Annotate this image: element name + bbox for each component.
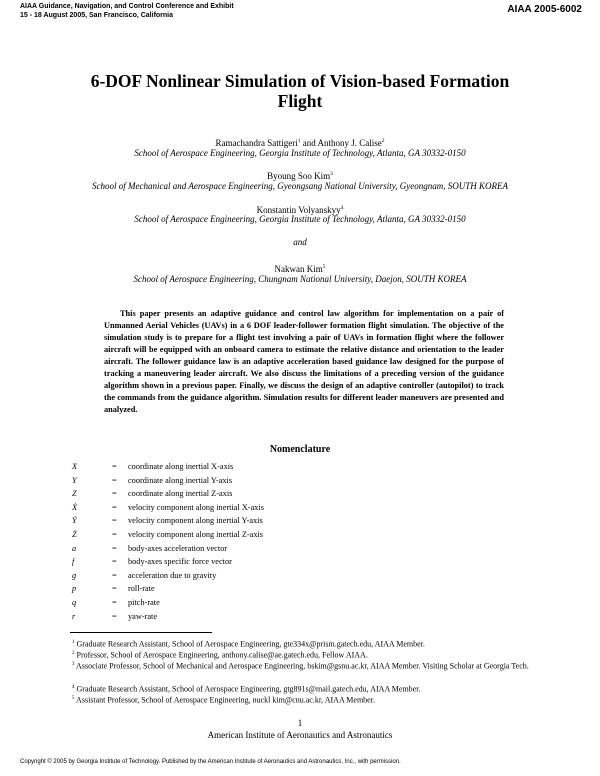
- footnote-number: 1: [72, 640, 75, 645]
- nomenclature-row: [72, 555, 472, 568]
- footnote-rule: [70, 632, 212, 633]
- nomenclature-equals: =: [112, 584, 117, 594]
- nomenclature-equals: =: [112, 475, 117, 485]
- abstract: This paper presents an adaptive guidance and control law algorithm for implementation on a pair of Unmanned Aerial Vehicles (UAVs) in a 6 DOF leader-follower formation flight simulation. The objective of the simulation study is to prepare for a flight test involving a pair of UAVs in formation flight where the follower aircraft will be equipped with an onboard camera to estimate the relative distance and orientation to the leader aircraft. The follower guidance law is an adaptive acceleration based guidance law designed for the purpose of tracking a maneuvering leader aircraft. We also discuss the limitations of a preceding version of the guidance algorithm shown in a previous paper. Finally, we discuss the design of an adaptive controller (autopilot) to track the commands from the guidance algorithm. Simulation results for different leader maneuvers are presented and analyzed.: [104, 309, 504, 414]
- title-line-1: 6-DOF Nonlinear Simulation of Vision-based Formation: [90, 71, 510, 91]
- nomenclature-row: [72, 528, 472, 541]
- nomenclature-row: [72, 569, 472, 582]
- nomenclature-symbol: a: [72, 543, 77, 553]
- nomenclature-symbol: Ẋ: [72, 502, 78, 512]
- footnote: [72, 660, 534, 672]
- nomenclature-description: velocity component along inertial X-axis: [128, 502, 264, 512]
- nomenclature-row: [72, 501, 472, 514]
- author-name: Konstantin Volyanskyy: [256, 205, 341, 215]
- paper-number: AIAA 2005-6002: [507, 4, 582, 15]
- nomenclature-symbol: p: [72, 584, 77, 594]
- nomenclature-description: velocity component along inertial Y-axis: [128, 516, 263, 526]
- nomenclature-description: coordinate along inertial X-axis: [128, 462, 234, 471]
- copyright-notice: Copyright © 2005 by Georgia Institute of Technology. Published by the American Institute of Aeronautics and Astronautics, Inc., with permission.: [20, 759, 401, 765]
- nomenclature-description: acceleration due to gravity: [128, 570, 217, 580]
- footnote-number: 5: [72, 696, 75, 701]
- title-line-2: Flight: [277, 91, 323, 111]
- nomenclature-row: [72, 542, 472, 555]
- nomenclature-equals: =: [112, 462, 117, 471]
- footnote-text: Professor, School of Aerospace Engineering, anthony.calise@ae.gatech.edu, Fellow AIAA.: [74, 650, 368, 660]
- nomenclature-symbol: Y: [72, 475, 77, 485]
- nomenclature-equals: =: [112, 570, 117, 580]
- nomenclature-row: [72, 514, 472, 527]
- footnote-ref: 4: [340, 205, 344, 211]
- footnote-number: 2: [72, 651, 75, 656]
- footnote: [72, 694, 534, 706]
- nomenclature-symbol: f: [72, 557, 75, 567]
- nomenclature-description: coordinate along inertial Z-axis: [128, 489, 233, 499]
- footnote-number: 4: [72, 685, 75, 690]
- nomenclature-row: [72, 610, 472, 623]
- nomenclature-symbol: Z: [72, 489, 77, 499]
- nomenclature-equals: =: [112, 530, 117, 539]
- footnote-number: 3: [72, 662, 75, 667]
- author-affiliation: School of Aerospace Engineering, Chungnam National University, Daejon, SOUTH KOREA: [133, 274, 467, 284]
- conference-header: [20, 3, 234, 20]
- nomenclature-description: pitch-rate: [128, 598, 160, 607]
- footnote-text: Associate Professor, School of Mechanical and Aerospace Engineering, bskim@gsnu.ac.kr, AIAA Member. Visiting Scholar at Georgia Tech.: [74, 661, 529, 671]
- nomenclature-symbol: r: [72, 611, 76, 621]
- and-separator: and: [293, 237, 307, 247]
- nomenclature-row: [72, 460, 472, 473]
- nomenclature-description: yaw-rate: [128, 611, 158, 621]
- nomenclature-equals: =: [112, 598, 117, 607]
- nomenclature-symbol: X: [72, 462, 78, 471]
- author-affiliation: School of Mechanical and Aerospace Engineering, Gyeongsang National University, Gyeongnam, SOUTH KOREA: [92, 181, 508, 191]
- institute-name: American Institute of Aeronautics and Astronautics: [207, 730, 393, 740]
- nomenclature-symbol: Ż: [72, 530, 77, 539]
- nomenclature-description: body-axes specific force vector: [128, 557, 232, 567]
- page-number: 1: [297, 718, 303, 728]
- conference-dates: 15 - 18 August 2005, San Francisco, California: [20, 11, 174, 19]
- author-name: Byoung Soo Kim: [267, 171, 331, 181]
- nomenclature-description: velocity component along inertial Z-axis: [128, 530, 264, 539]
- author-conjunction: and: [300, 138, 318, 148]
- paper-title: [0, 71, 600, 111]
- conference-name: AIAA Guidance, Navigation, and Control Conference and Exhibit: [20, 3, 234, 10]
- footnote-text: Graduate Research Assistant, School of Aerospace Engineering, gte334x@prism.gatech.edu, AIAA Member.: [74, 639, 425, 649]
- nomenclature-description: body-axes acceleration vector: [128, 543, 228, 553]
- nomenclature-description: roll-rate: [128, 584, 155, 594]
- nomenclature-symbol: Ẏ: [72, 516, 77, 526]
- nomenclature-equals: =: [112, 557, 117, 567]
- nomenclature-title: Nomenclature: [269, 444, 331, 455]
- nomenclature-equals: =: [112, 516, 117, 526]
- nomenclature-equals: =: [112, 611, 117, 621]
- nomenclature-row: [72, 582, 472, 595]
- nomenclature-equals: =: [112, 543, 117, 553]
- nomenclature-description: coordinate along inertial Y-axis: [128, 475, 233, 485]
- author-affiliation: School of Aerospace Engineering, Georgia Institute of Technology, Atlanta, GA 30332-0150: [134, 214, 466, 224]
- nomenclature-row: [72, 474, 472, 487]
- footnote-ref: 1: [297, 138, 301, 144]
- author-name: Nakwan Kim: [274, 264, 323, 274]
- nomenclature-row: [72, 487, 472, 500]
- footnote-ref: 2: [381, 138, 385, 144]
- author-name: Anthony J. Calise: [317, 138, 382, 148]
- footnote-text: Assistant Professor, School of Aerospace Engineering, nuckl kim@cnu.ac.kr, AIAA Member.: [74, 695, 375, 705]
- footnote-text: Graduate Research Assistant, School of Aerospace Engineering, gtg891s@mail.gatech.edu, AIAA Member.: [74, 684, 421, 694]
- nomenclature-equals: =: [112, 502, 117, 512]
- nomenclature-row: [72, 596, 472, 609]
- author-name: Ramachandra Sattigeri: [215, 138, 298, 148]
- nomenclature-symbol: q: [72, 598, 77, 607]
- footnote-ref: 5: [322, 264, 326, 270]
- nomenclature-symbol: g: [72, 570, 77, 580]
- nomenclature-equals: =: [112, 489, 117, 499]
- footnote-ref: 3: [330, 171, 333, 177]
- author-affiliation: School of Aerospace Engineering, Georgia Institute of Technology, Atlanta, GA 30332-0150: [134, 148, 466, 158]
